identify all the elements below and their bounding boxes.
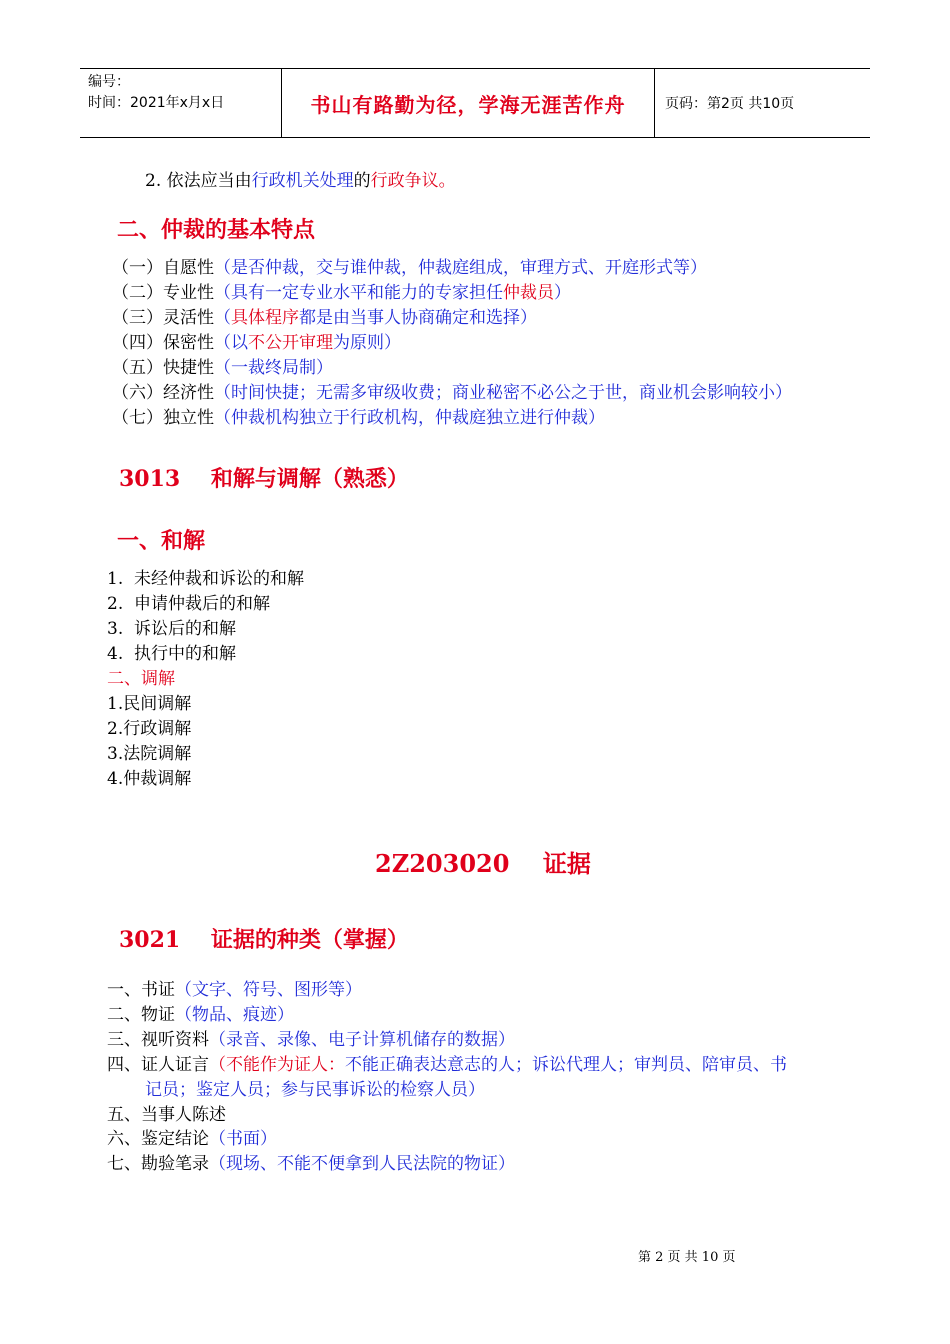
evidence-detail: （录音、录像、电子计算机储存的数据） <box>209 1030 515 1050</box>
evidence-item <box>107 1104 226 1126</box>
feature-item <box>112 257 707 279</box>
evidence-label: 五、当事人陈述 <box>107 1105 226 1125</box>
section-3021-title: 3021 证据的种类（掌握） <box>119 927 409 953</box>
feature-label: （三）灵活性 <box>112 308 214 328</box>
evidence-item <box>107 979 362 1001</box>
list-item: 1.民间调解 <box>107 694 192 714</box>
list-item: 2.行政调解 <box>107 719 192 739</box>
header-meta <box>80 69 282 137</box>
evidence-item <box>107 1029 515 1051</box>
feature-label: （四）保密性 <box>112 333 214 353</box>
evidence-item <box>107 1004 294 1026</box>
feature-item <box>112 282 571 304</box>
section-3013-heading2: 二、调解 <box>107 669 175 689</box>
header-number: 编号： <box>88 74 130 90</box>
feature-detail: （是否仲裁，交与谁仲裁，仲裁庭组成，审理方式、开庭形式等） <box>214 258 707 278</box>
feature-item <box>112 357 333 379</box>
feature-label: （七）独立性 <box>112 408 214 428</box>
evidence-item <box>107 1128 277 1150</box>
evidence-detail: （物品、痕迹） <box>175 1005 294 1025</box>
feature-detail: （一裁终局制） <box>214 358 333 378</box>
feature-label: （五）快捷性 <box>112 358 214 378</box>
feature-detail: 都是由当事人协商确定和选择） <box>299 308 537 328</box>
feature-item <box>112 332 401 354</box>
feature-item <box>112 307 537 329</box>
evidence-item <box>107 1054 787 1076</box>
feature-detail-red: 具体程序 <box>231 308 299 328</box>
list-item: 3. 诉讼后的和解 <box>107 619 237 639</box>
feature-label: （二）专业性 <box>112 283 214 303</box>
header-motto: 书山有路勤为径，学海无涯苦作舟 <box>282 69 655 137</box>
evidence-detail: （书面） <box>209 1129 277 1149</box>
list-item: 3.法院调解 <box>107 744 192 764</box>
header-page-info: 页码：第2页 共10页 <box>665 96 795 112</box>
intro-red: 行政争议。 <box>370 171 456 191</box>
evidence-label: 二、物证 <box>107 1005 175 1025</box>
intro-line <box>145 170 456 192</box>
page-footer: 第 2 页 共 10 页 <box>638 1250 736 1265</box>
page-header <box>80 68 870 138</box>
intro-blue: 行政机关处理 <box>251 171 354 191</box>
feature-item <box>112 382 792 404</box>
feature-detail: （仲裁机构独立于行政机构，仲裁庭独立进行仲裁） <box>214 408 605 428</box>
evidence-label: 七、勘验笔录 <box>107 1154 209 1174</box>
evidence-detail: （现场、不能不便拿到人民法院的物证） <box>209 1154 515 1174</box>
feature-detail-red: 仲裁员 <box>503 283 554 303</box>
evidence-label: 四、证人证言 <box>107 1055 209 1075</box>
chapter-title: 2Z203020 证据 <box>375 849 591 878</box>
feature-item <box>112 407 605 429</box>
evidence-detail-continued: 记员；鉴定人员；参与民事诉讼的检察人员） <box>145 1080 485 1100</box>
evidence-label: 三、视听资料 <box>107 1030 209 1050</box>
intro-mid: 的 <box>353 171 371 191</box>
feature-detail-red: 不公开审理 <box>248 333 333 353</box>
evidence-detail: （文字、符号、图形等） <box>175 980 362 1000</box>
section-3013-title: 3013 和解与调解（熟悉） <box>119 466 409 492</box>
section-3013-heading1: 一、和解 <box>117 528 206 554</box>
evidence-detail-red: （不能作为证人： <box>209 1055 345 1075</box>
feature-detail: （时间快捷；无需多审级收费；商业秘密不必公之于世，商业机会影响较小） <box>214 383 792 403</box>
list-item: 1. 未经仲裁和诉讼的和解 <box>107 569 305 589</box>
list-item: 2. 申请仲裁后的和解 <box>107 594 271 614</box>
list-item: 4.仲裁调解 <box>107 769 192 789</box>
evidence-label: 六、鉴定结论 <box>107 1129 209 1149</box>
evidence-detail: 不能正确表达意志的人；诉讼代理人；审判员、陪审员、书 <box>345 1055 787 1075</box>
header-time: 时间：2021年x月x日 <box>88 95 225 111</box>
evidence-label: 一、书证 <box>107 980 175 1000</box>
list-item: 4. 执行中的和解 <box>107 644 237 664</box>
feature-detail: ） <box>554 283 571 303</box>
feature-label: （一）自愿性 <box>112 258 214 278</box>
feature-label: （六）经济性 <box>112 383 214 403</box>
section-features-title: 二、仲裁的基本特点 <box>117 217 316 243</box>
feature-detail: （具有一定专业水平和能力的专家担任 <box>214 283 503 303</box>
feature-detail: （以 <box>214 333 248 353</box>
feature-detail: 为原则） <box>333 333 401 353</box>
feature-detail: （ <box>214 308 231 328</box>
intro-prefix: 2. 依法应当由 <box>145 171 252 191</box>
evidence-item <box>107 1153 515 1175</box>
